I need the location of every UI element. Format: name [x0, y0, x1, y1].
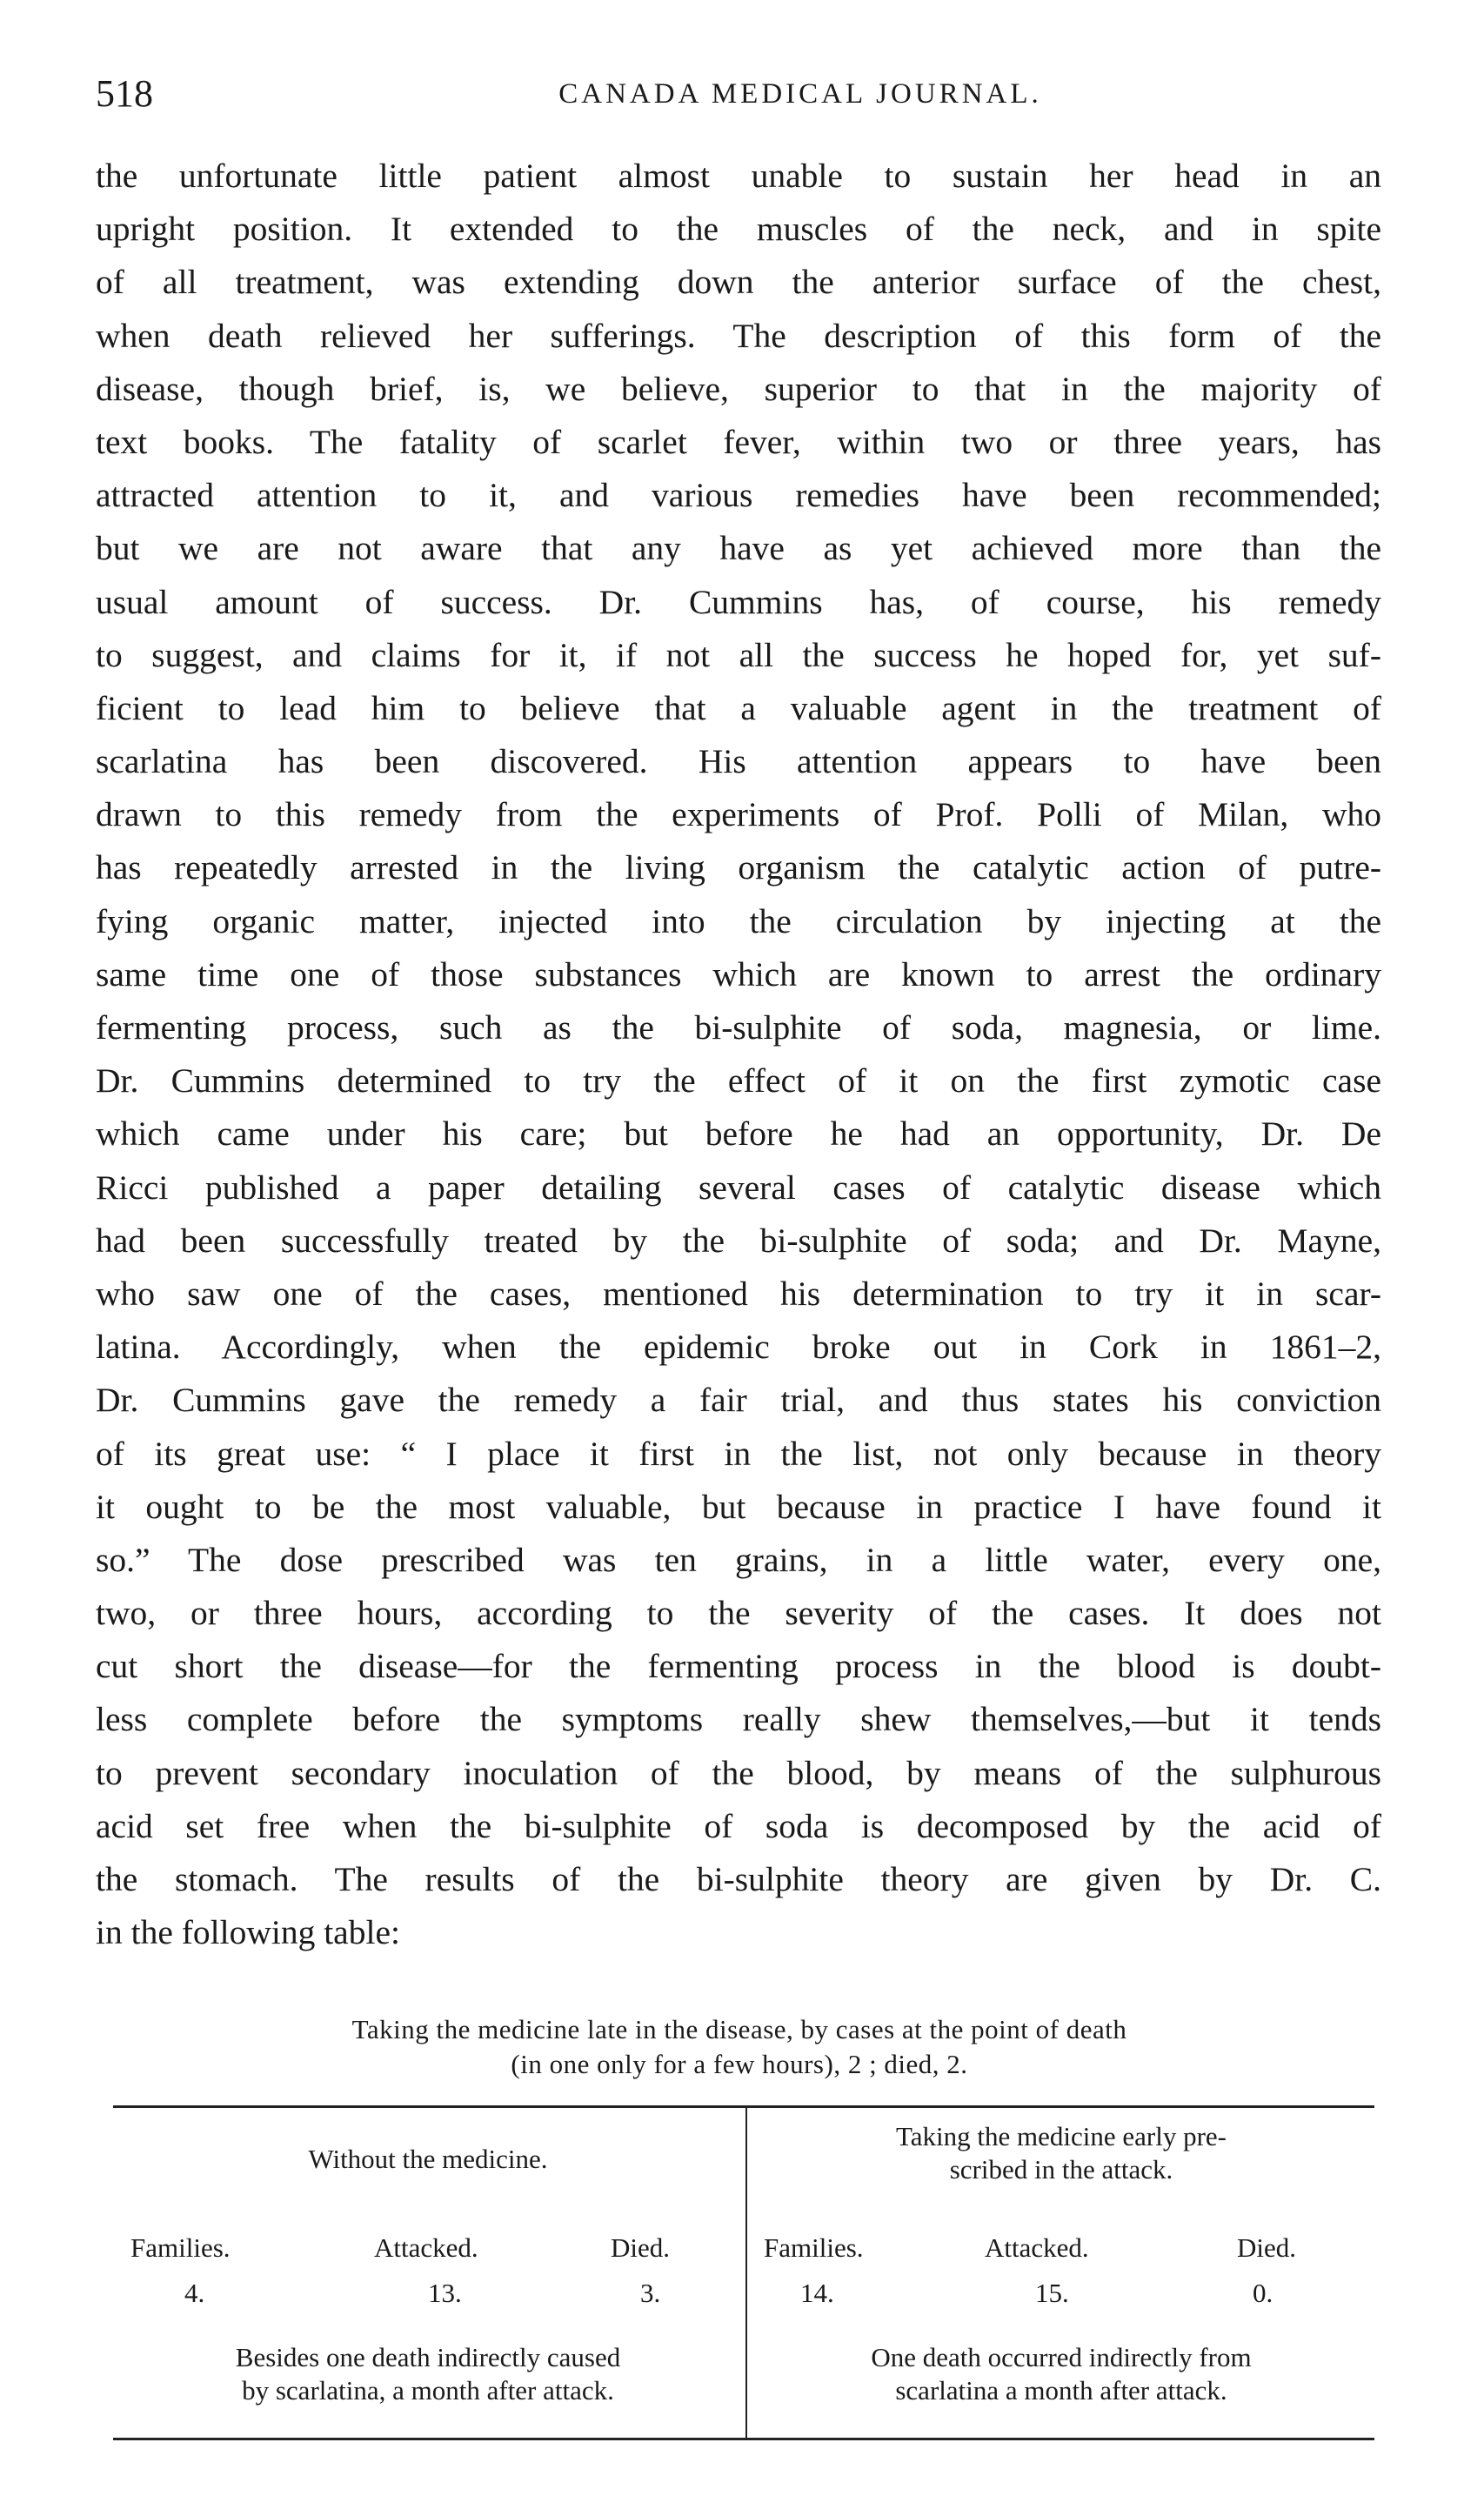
text-line: it ought to be the most valuable, but because in practice I have found it [96, 1487, 1381, 1526]
column-heading [757, 2120, 1366, 2186]
note-line: Besides one death indirectly caused [235, 2342, 621, 2372]
heading-line: scribed in the attack. [949, 2154, 1173, 2185]
heading-line: Taking the medicine early pre- [896, 2121, 1227, 2151]
text-line: two, or three hours, according to the severity of the cases. It does not [96, 1594, 1381, 1633]
note-line: scarlatina a month after attack. [895, 2375, 1227, 2406]
text-line: disease, though brief, is, we believe, superior to that in the majority of [96, 369, 1381, 408]
text-line: acid set free when the bi-sulphite of soda is decomposed by the acid of [96, 1806, 1381, 1845]
text-line: Dr. Cummins determined to try the effect of it on the first zymotic case [96, 1061, 1381, 1101]
page-number: 518 [96, 72, 153, 115]
text-line: of all treatment, was extending down the anterior surface of the chest, [96, 263, 1381, 302]
value-families: 4. [184, 2278, 205, 2308]
text-line: Ricci published a paper detailing several cases of catalytic disease which [96, 1168, 1381, 1207]
text-line: so.” The dose prescribed was ten grains, in a little water, every one, [96, 1540, 1381, 1579]
text-line: latina. Accordingly, when the epidemic broke out in Cork in 1861–2, [96, 1328, 1381, 1367]
label-families: Families. [130, 2232, 231, 2263]
column-note [115, 2341, 741, 2407]
text-line: had been successfully treated by the bi-sulphite of soda; and Dr. Mayne, [96, 1221, 1381, 1260]
value-families: 14. [800, 2278, 834, 2308]
value-died: 0. [1253, 2278, 1273, 2308]
text-line: fying organic matter, injected into the circulation by injecting at the [96, 901, 1381, 940]
text-line: ficient to lead him to believe that a valuable agent in the treatment of [96, 688, 1381, 727]
body-text [96, 150, 1381, 1959]
text-line: drawn to this remedy from the experiments of Prof. Polli of Milan, who [96, 795, 1381, 834]
caption-line: (in one only for a few hours), 2 ; died, 2. [511, 2049, 968, 2079]
text-line: cut short the disease—for the fermenting process in the blood is doubt- [96, 1647, 1381, 1686]
label-attacked: Attacked. [374, 2232, 478, 2263]
note-line: One death occurred indirectly from [871, 2342, 1252, 2372]
text-line: of its great use: “ I place it first in the list, not only because in theory [96, 1434, 1381, 1473]
table-rule-bottom [113, 2438, 1374, 2440]
text-line: attracted attention to it, and various remedies have been recommended; [96, 476, 1381, 515]
value-died: 3. [640, 2278, 661, 2308]
column-heading: Without the medicine. [308, 2144, 548, 2174]
text-line: text books. The fatality of scarlet fever, within two or three years, has [96, 422, 1381, 461]
note-line: by scarlatina, a month after attack. [242, 2375, 614, 2406]
value-attacked: 13. [428, 2278, 462, 2308]
text-line: the unfortunate little patient almost unable to sustain her head in an [96, 157, 1381, 195]
table-caption [104, 2012, 1374, 2082]
text-line: which came under his care; but before he had an opportunity, Dr. De [96, 1114, 1381, 1154]
text-line: when death relieved her sufferings. The description of this form of the [96, 316, 1381, 355]
label-died: Died. [1237, 2232, 1297, 2263]
text-line: less complete before the symptoms really shew themselves,—but it tends [96, 1700, 1381, 1739]
column-divider [745, 2108, 747, 2439]
column-note [757, 2341, 1366, 2407]
page-header [96, 68, 1374, 120]
text-line: to prevent secondary inoculation of the blood, by means of the sulphurous [96, 1753, 1381, 1792]
text-line: who saw one of the cases, mentioned his determination to try it in scar- [96, 1274, 1381, 1313]
label-attacked: Attacked. [985, 2232, 1089, 2263]
text-line: has repeatedly arrested in the living organism the catalytic action of putre- [96, 848, 1381, 887]
text-line: usual amount of success. Dr. Cummins has, of course, his remedy [96, 582, 1381, 621]
table-rule-top [113, 2105, 1374, 2108]
text-line: the stomach. The results of the bi-sulphite theory are given by Dr. C. [96, 1860, 1381, 1898]
running-head: CANADA MEDICAL JOURNAL. [558, 78, 1042, 110]
text-line: same time one of those substances which are known to arrest the ordinary [96, 954, 1381, 994]
text-line: to suggest, and claims for it, if not all the success he hoped for, yet suf- [96, 635, 1381, 674]
text-line: scarlatina has been discovered. His attention appears to have been [96, 742, 1381, 781]
text-line: fermenting process, such as the bi-sulphite of soda, magnesia, or lime. [96, 1008, 1381, 1047]
text-line: upright position. It extended to the muscles of the neck, and in spite [96, 210, 1381, 249]
value-attacked: 15. [1035, 2278, 1069, 2308]
text-line: in the following table: [96, 1913, 400, 1952]
text-line: but we are not aware that any have as yet achieved more than the [96, 529, 1381, 568]
label-died: Died. [611, 2232, 671, 2263]
text-line: Dr. Cummins gave the remedy a fair trial, and thus states his conviction [96, 1381, 1381, 1420]
label-families: Families. [764, 2232, 864, 2263]
caption-line: Taking the medicine late in the disease, by cases at the point of death [351, 2014, 1127, 2044]
